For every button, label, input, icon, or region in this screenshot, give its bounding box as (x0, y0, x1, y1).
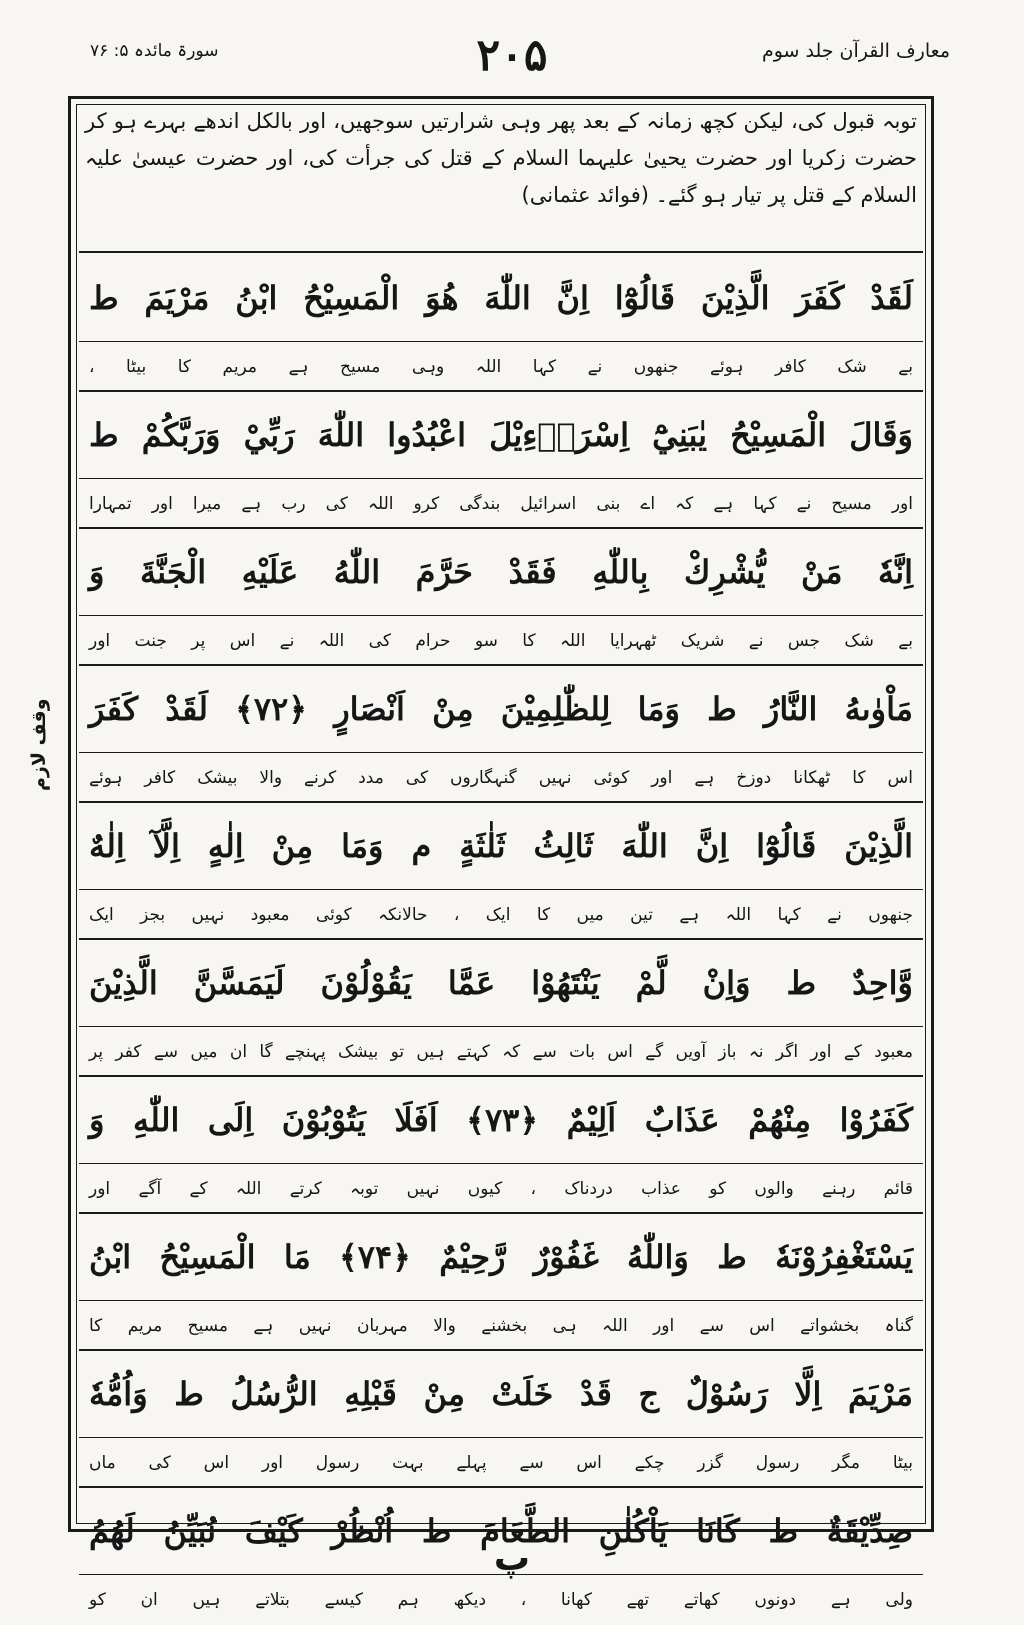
arabic-verse-line: وَقَالَ الْمَسِيْحُ يٰبَنِيْٓ اِسْرَاۗءِيْلَ اعْبُدُوا اللّٰهَ رَبِّيْ وَرَبَّكُمْ ط (79, 392, 923, 479)
urdu-translation-line: ولی ہے دونوں کھاتے تھے کھانا ، دیکھ ہم کیسے بتلاتے ہیں ان کو (89, 1590, 913, 1610)
surah-reference: سورۃ مائدہ ۵: ۷۶ (90, 41, 219, 61)
arabic-verse-line: يَسْتَغْفِرُوْنَهٗ ط وَاللّٰهُ غَفُوْرٌ رَّحِيْمٌ ﴿۷۴﴾ مَا الْمَسِيْحُ ابْنُ (79, 1214, 923, 1301)
tafseer-paragraph: توبہ قبول کی، لیکن کچھ زمانہ کے بعد پھر وہی شرارتیں سوجھیں، اور بالکل اندھے بہرے ہو کر حضرت زکریا اور حضرت یحییٰ علیہما السلام کے قتل کی جرأت کی، اور حضرت عیسیٰ علیہ السلام کے قتل پر تیار ہو گئے۔ (فوائد عثمانی) (79, 103, 923, 253)
urdu-translation-line: معبود کے اور اگر نہ باز آویں گے اس بات سے کہ کہتے ہیں تو بیشک پہنچے گا ان میں سے کفر پر (89, 1042, 913, 1062)
page-frame (68, 96, 934, 1610)
verse-row (79, 803, 923, 940)
verse-row (79, 255, 923, 392)
verse-row (79, 1077, 923, 1214)
urdu-translation-line: گناہ بخشواتے اس سے اور اللہ ہی بخشنے والا مہربان نہیں ہے مسیح مریم کا (89, 1316, 913, 1336)
page-header (70, 30, 954, 90)
arabic-verse-line: وَّاحِدٌ ط وَاِنْ لَّمْ يَنْتَهُوْا عَمَّا يَقُوْلُوْنَ لَيَمَسَّنَّ الَّذِيْنَ (79, 940, 923, 1027)
urdu-translation-line: اور مسیح نے کہا ہے کہ اے بنی اسرائیل بندگی کرو اللہ کی رب ہے میرا اور تمہارا (89, 494, 913, 514)
verse-row (79, 1214, 923, 1351)
verse-rows (79, 255, 923, 1610)
verse-row (79, 392, 923, 529)
arabic-verse-line: الَّذِيْنَ قَالُوْٓا اِنَّ اللّٰهَ ثَالِثُ ثَلٰثَةٍ م وَمَا مِنْ اِلٰهٍ اِلَّآ اِلٰهٌ (79, 803, 923, 890)
arabic-verse-line: اِنَّهٗ مَنْ يُّشْرِكْ بِاللّٰهِ فَقَدْ حَرَّمَ اللّٰهُ عَلَيْهِ الْجَنَّةَ وَ (79, 529, 923, 616)
urdu-translation-line: جنھوں نے کہا اللہ ہے تین میں کا ایک ، حالانکہ کوئی معبود نہیں بجز ایک (89, 905, 913, 925)
verse-row (79, 666, 923, 803)
urdu-translation-line: قائم رہنے والوں کو عذاب دردناک ، کیوں نہیں توبہ کرتے اللہ کے آگے اور (89, 1179, 913, 1199)
arabic-verse-line: مَرْيَمَ اِلَّا رَسُوْلٌ ج قَدْ خَلَتْ مِنْ قَبْلِهِ الرُّسُلُ ط وَاُمُّهٗ (79, 1351, 923, 1438)
arabic-verse-line: كَفَرُوْا مِنْهُمْ عَذَابٌ اَلِيْمٌ ﴿۷۳﴾ اَفَلَا يَتُوْبُوْنَ اِلَى اللّٰهِ وَ (79, 1077, 923, 1164)
urdu-translation-line: اس کا ٹھکانا دوزخ ہے اور کوئی نہیں گنہگاروں کی مدد کرنے والا بیشک کافر ہوئے (89, 768, 913, 788)
verse-row (79, 1351, 923, 1488)
arabic-verse-line: صِدِّيْقَةٌ ط كَانَا يَاْكُلٰنِ الطَّعَامَ ط اُنْظُرْ كَيْفَ نُبَيِّنُ لَهُمُ (79, 1488, 923, 1575)
arabic-verse-line: لَقَدْ كَفَرَ الَّذِيْنَ قَالُوْٓا اِنَّ اللّٰهَ هُوَ الْمَسِيْحُ ابْنُ مَرْيَمَ ط (79, 255, 923, 342)
urdu-translation-line: بے شک کافر ہوئے جنھوں نے کہا اللہ وہی مسیح ہے مریم کا بیٹا ، (89, 357, 913, 377)
page-number: ۲۰۵ (476, 30, 548, 81)
verse-row (79, 529, 923, 666)
urdu-translation-line: بیٹا مگر رسول گزر چکے اس سے پہلے بہت رسول اور اس کی ماں (89, 1453, 913, 1473)
footer-catchword: پ (493, 1538, 531, 1579)
verse-row (79, 940, 923, 1077)
book-title: معارف القرآن جلد سوم (761, 40, 950, 62)
urdu-translation-line: بے شک جس نے شریک ٹھہرایا اللہ کا سو حرام کی اللہ نے اس پر جنت اور (89, 631, 913, 651)
margin-stop-note: وقف لازم (28, 698, 50, 792)
arabic-verse-line: مَاْوٰىهُ النَّارُ ط وَمَا لِلظّٰلِمِيْنَ مِنْ اَنْصَارٍ ﴿۷۲﴾ لَقَدْ كَفَرَ (79, 666, 923, 753)
